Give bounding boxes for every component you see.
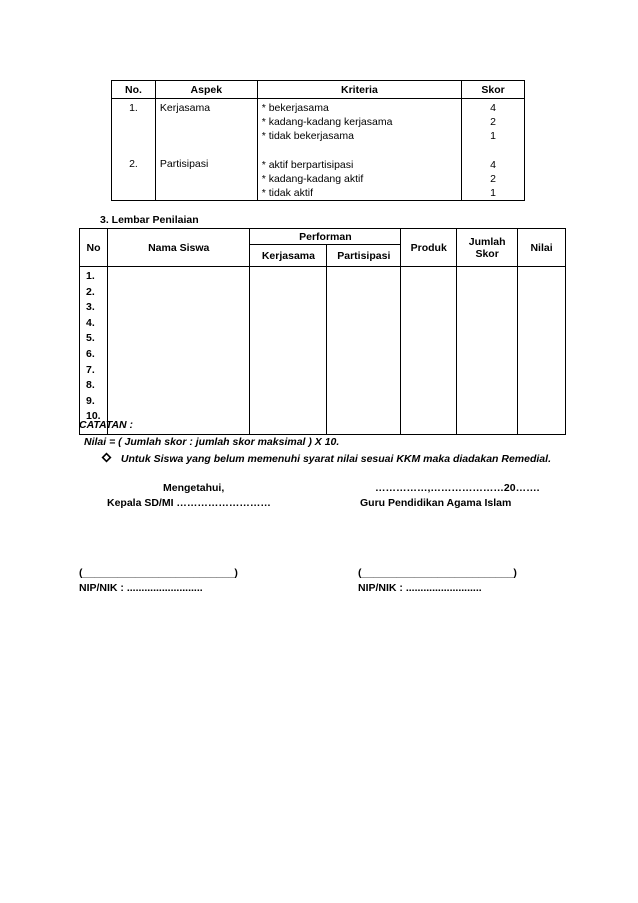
kerjasama-cell[interactable] <box>250 267 327 435</box>
penilaian-body-row <box>80 267 566 435</box>
signature-line-guru: (__________________________) <box>358 567 517 579</box>
skor-item: 2 <box>490 116 496 129</box>
number-column <box>80 267 108 435</box>
header-performan: Performan <box>250 229 401 245</box>
student-number: 9. <box>86 394 95 407</box>
header-nama-siswa: Nama Siswa <box>107 229 250 267</box>
student-number: 4. <box>86 316 95 329</box>
skor-item: 4 <box>490 158 496 171</box>
nama-siswa-cell[interactable] <box>107 267 250 435</box>
kriteria-item: * tidak aktif <box>261 187 314 200</box>
mengetahui-label: Mengetahui, <box>163 482 225 494</box>
header-skor: Skor <box>475 247 499 260</box>
diamond-bullet-icon <box>101 452 112 463</box>
student-number: 3. <box>86 301 95 314</box>
kriteria-body-row <box>112 99 525 201</box>
header-jumlah-skor <box>457 229 518 267</box>
kriteria-table <box>111 80 525 201</box>
student-number: 8. <box>86 379 95 392</box>
row-aspek: Kerjasama <box>159 102 211 114</box>
header-no: No <box>80 229 108 267</box>
kriteria-header-row <box>112 81 525 99</box>
skor-cell <box>462 99 525 201</box>
remedial-text: Untuk Siswa yang belum memenuhi syarat nilai sesuai KKM maka diadakan Remedial. <box>120 453 551 465</box>
section-title: 3. Lembar Penilaian <box>100 214 199 226</box>
student-number: 2. <box>86 285 95 298</box>
kriteria-cell <box>257 99 461 201</box>
kriteria-item: * tidak bekerjasama <box>261 130 354 143</box>
header-produk: Produk <box>401 229 457 267</box>
nip-kepala: NIP/NIK : .......................... <box>79 582 203 594</box>
header-skor: Skor <box>462 81 525 99</box>
jumlah-skor-cell[interactable] <box>457 267 518 435</box>
skor-item: 1 <box>490 187 496 200</box>
header-aspek: Aspek <box>155 81 257 99</box>
kriteria-item: * bekerjasama <box>261 102 329 114</box>
student-number: 10. <box>86 410 101 423</box>
guru-label: Guru Pendidikan Agama Islam <box>360 497 512 509</box>
penilaian-table <box>79 228 566 435</box>
header-partisipasi: Partisipasi <box>327 245 401 267</box>
no-cell <box>112 99 156 201</box>
catatan-rumus: Nilai = ( Jumlah skor : jumlah skor maksimal ) X 10. <box>84 436 340 448</box>
row-no: 1. <box>129 102 138 114</box>
header-jumlah: Jumlah <box>468 235 506 248</box>
header-kerjasama: Kerjasama <box>250 245 327 267</box>
row-no: 2. <box>129 158 138 171</box>
skor-item: 1 <box>490 130 496 143</box>
remedial-note <box>101 452 551 465</box>
skor-item: 2 <box>490 172 496 185</box>
nilai-cell[interactable] <box>518 267 566 435</box>
kriteria-item: * kadang-kadang aktif <box>261 172 364 185</box>
row-aspek: Partisipasi <box>159 158 209 171</box>
student-number: 6. <box>86 347 95 360</box>
student-number: 5. <box>86 332 95 345</box>
header-nilai: Nilai <box>518 229 566 267</box>
partisipasi-cell[interactable] <box>327 267 401 435</box>
kepala-sekolah-label: Kepala SD/MI ……………………… <box>107 497 271 509</box>
header-no: No. <box>112 81 156 99</box>
kriteria-item: * kadang-kadang kerjasama <box>261 116 393 129</box>
penilaian-header-row-1 <box>80 229 566 245</box>
nip-guru: NIP/NIK : .......................... <box>358 582 482 594</box>
catatan-title: CATATAN : <box>79 419 134 431</box>
student-number: 1. <box>86 270 95 282</box>
skor-item: 4 <box>490 102 496 114</box>
aspek-cell <box>155 99 257 201</box>
header-kriteria: Kriteria <box>257 81 461 99</box>
produk-cell[interactable] <box>401 267 457 435</box>
kriteria-item: * aktif berpartisipasi <box>261 158 354 171</box>
student-number: 7. <box>86 363 95 376</box>
signature-line-kepala: (__________________________) <box>79 567 238 579</box>
tanggal-label: ……………,…………………20……. <box>375 482 540 494</box>
